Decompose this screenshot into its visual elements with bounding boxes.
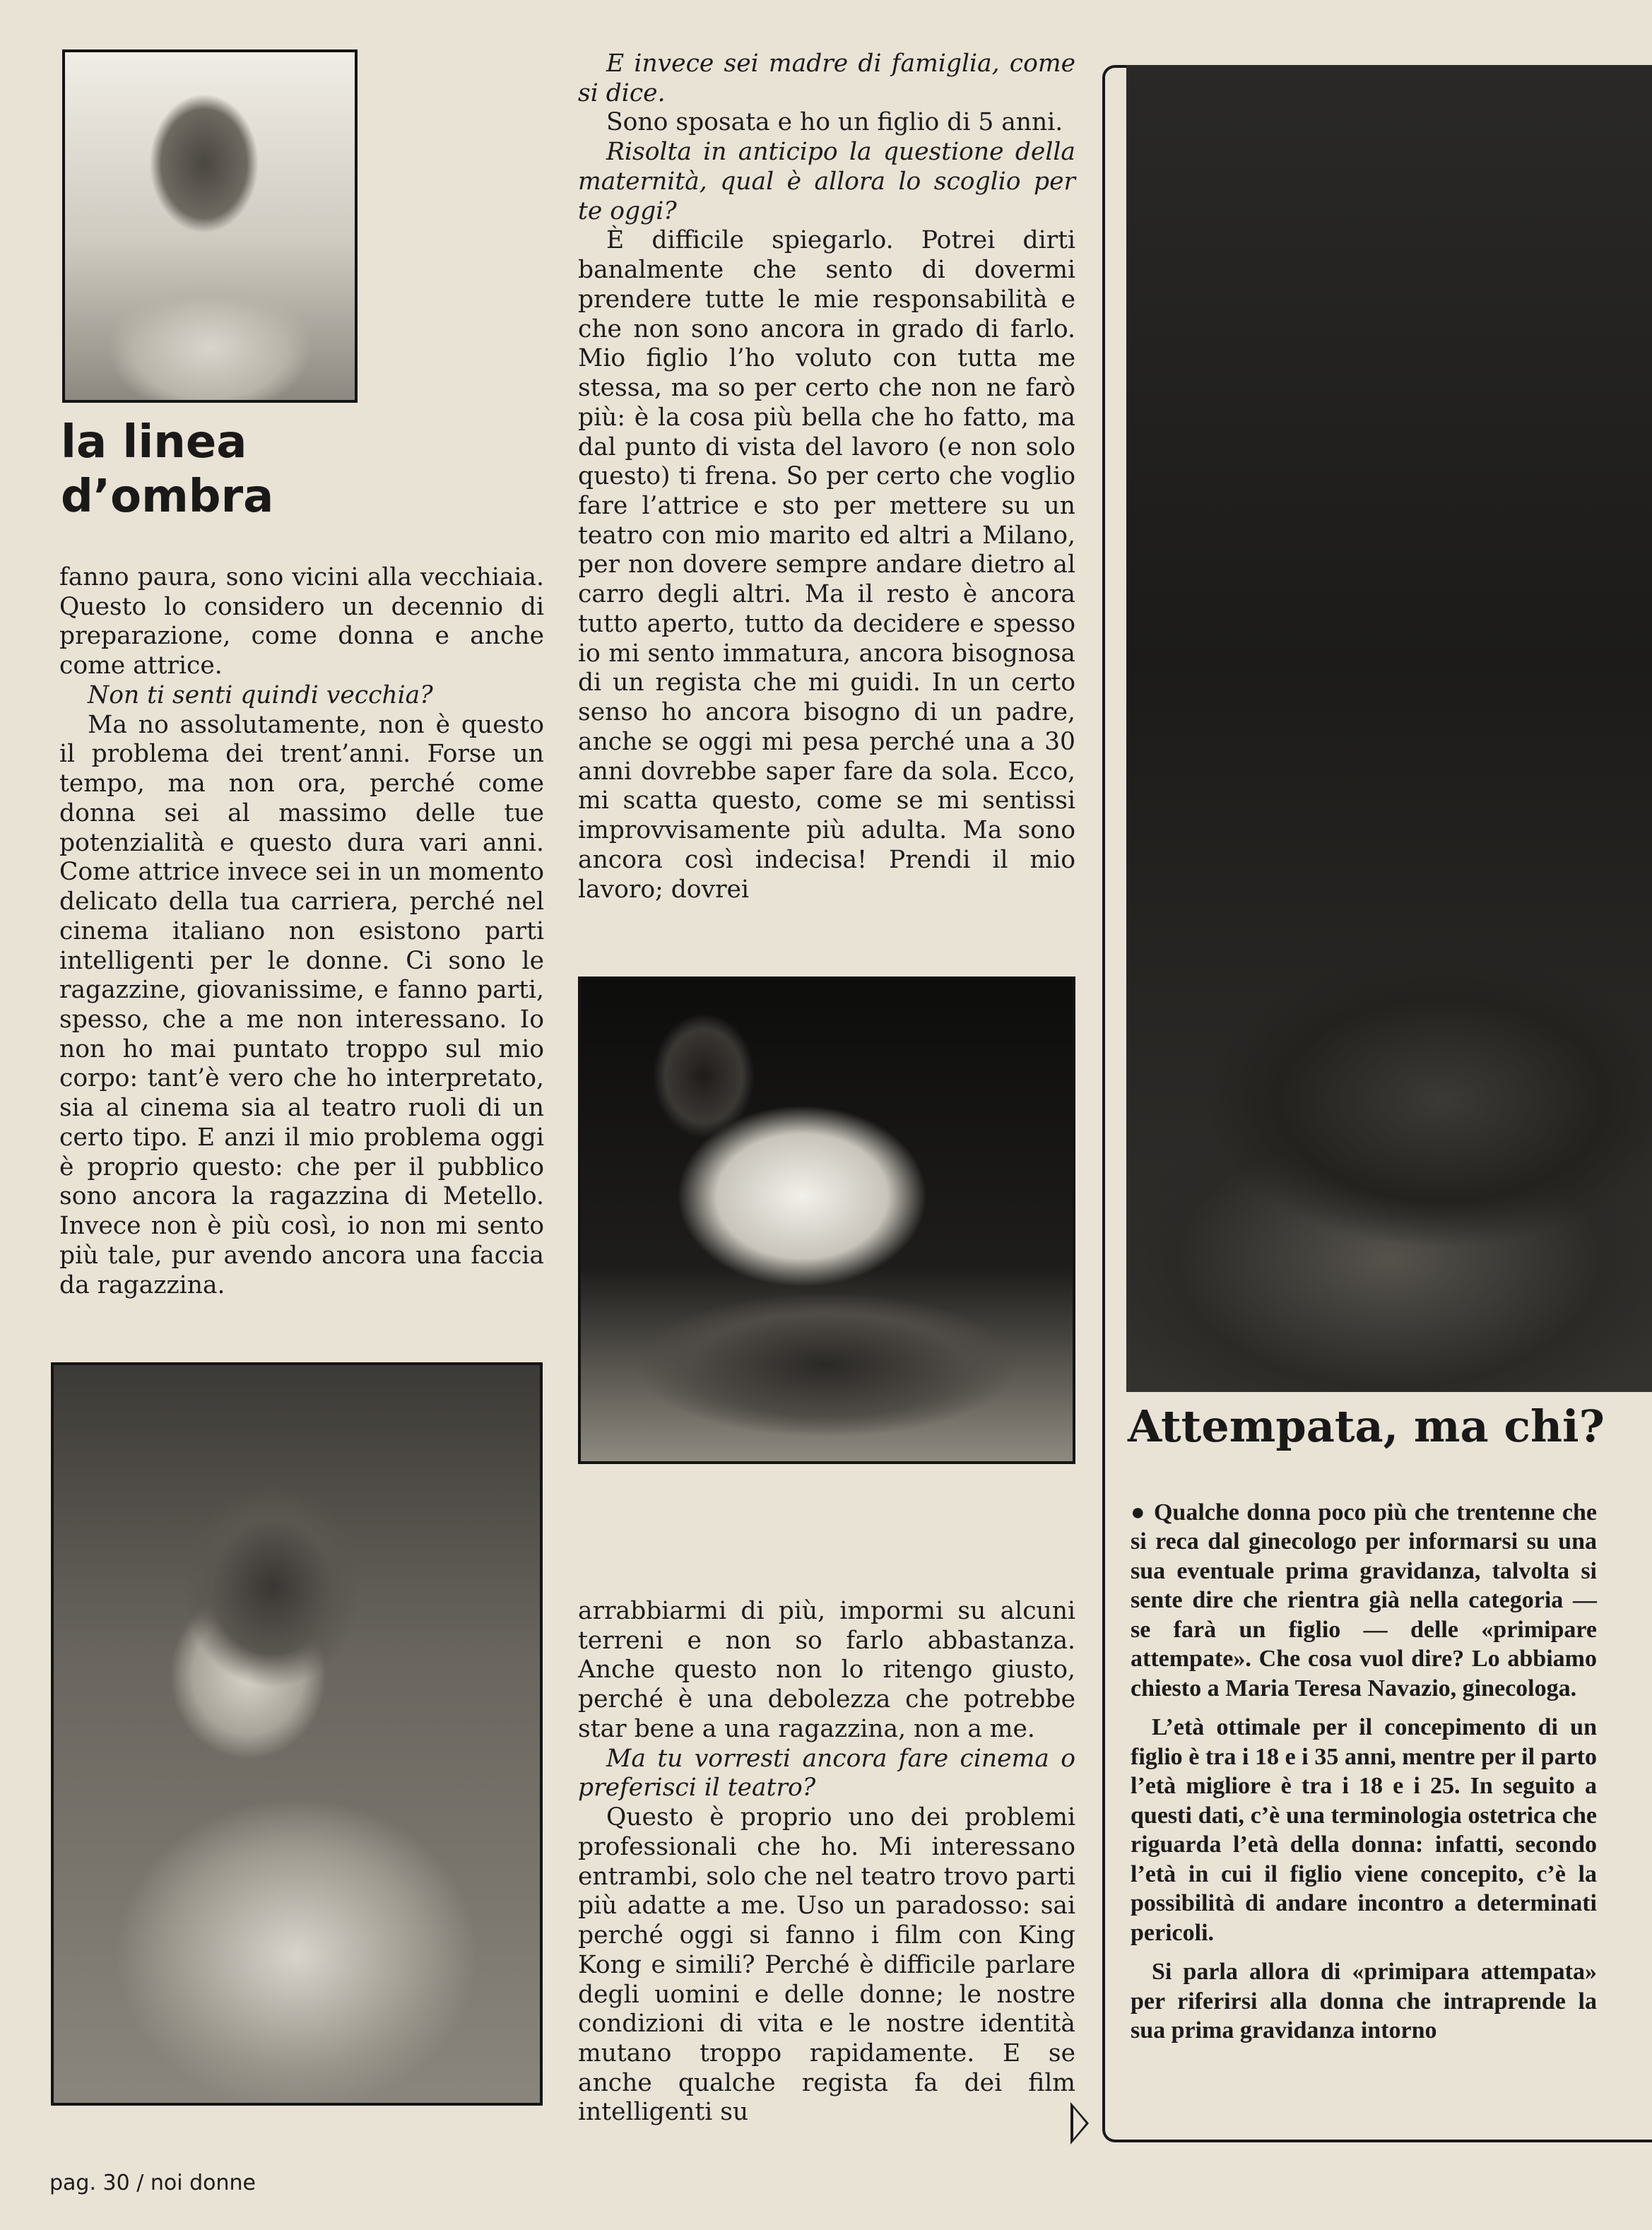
page-footer: pag. 30 / noi donne [49,2171,256,2195]
sidebar-box-text [1131,1498,1597,2055]
headline-line-1: la linea [61,416,247,468]
article-headline [61,415,273,524]
col2-question: E invece sei madre di famiglia, come si dice. [578,49,1075,107]
sidebar-lead: ● Qualche donna poco più che trentenne che si reca dal ginecologo per informarsi su una sua eventuale prima gravidanza, talvolta si sente dire che rientra già nella categoria — se farà un figlio — delle «primipare attempate». Che cosa vuol dire? Lo abbiamo chiesto a Maria Teresa Navazio, ginecologa. [1131,1499,1597,1701]
col2-paragraph: È difficile spiegarlo. Potrei dirti banalmente che sento di dovermi prendere tutte le mie responsabilità e che non sono ancora in grado di farlo. Mio figlio l’ho voluto con tutta me stessa, ma so per certo che non ne farò più: è la cosa più bella che ho fatto, ma dal punto di vista del lavoro (e non solo questo) ti frena. So per certo che voglio fare l’attrice e sto per mettere su un teatro con mio marito ed altri a Milano, per non dovere sempre andare dietro al carro degli altri. Ma il resto è ancora tutto aperto, tutto da decidere e spesso io mi sento immatura, ancora bisognosa di un regista che mi guidi. In un certo senso ho ancora bisogno di un padre, anche se oggi mi pesa perché una a 30 anni dovrebbe saper fare da sola. Ecco, mi scatta questo, come se mi sentissi improvvisamente più adulta. Ma sono ancora così indecisa! Prendi il mio lavoro; dovrei [578,226,1075,904]
boy-photo [51,1362,543,2106]
bed-photo [1126,65,1652,1392]
col2-question: Risolta in anticipo la questione della maternità, qual è allora lo scoglio per te oggi? [578,138,1075,225]
column-1-text [59,563,544,1300]
column-2-top-text [578,49,1075,904]
continue-arrow-icon [1070,2102,1089,2145]
portrait-photo [62,49,358,403]
col2b-question: Ma tu vorresti ancora fare cinema o preferisci il teatro? [578,1744,1075,1803]
headline-line-2: d’ombra [61,470,274,523]
col1-question: Non ti senti quindi vecchia? [88,680,433,709]
column-2-bottom-text [578,1597,1075,2128]
col1-paragraph: fanno paura, sono vicini alla vecchiaia. Questo lo considero un decennio di preparazione, come donna e anche come attrice. [59,563,544,680]
col2-paragraph: Sono sposata e ho un figlio di 5 anni. [606,108,1063,137]
sidebar-box-title: Attempata, ma chi? [1128,1400,1605,1452]
col1-paragraph: Ma no assolutamente, non è questo il problema dei trent’anni. Forse un tempo, ma non ora, perché come donna sei al massimo delle tue potenzialità e questo dura vari anni. Come attrice invece sei in un momento delicato della tua carriera, perché nel cinema italiano non esistono parti intelligenti per le donne. Ci sono le ragazzine, giovanissime, e fanno parti, spesso, che a me non interessano. Io non ho mai puntato troppo sul mio corpo: tant’è vero che ho interpretato, sia al cinema sia al teatro ruoli di un certo tipo. E anzi il mio problema oggi è proprio questo: che per il pubblico sono ancora la ragazzina di Metello. Invece non è più così, io non mi sento più tale, pur avendo ancora una faccia da ragazzina. [59,710,544,1299]
col2b-paragraph: arrabbiarmi di più, impormi su alcuni terreni e non so farlo abbastanza. Anche questo non lo ritengo giusto, perché è una debolezza che potrebbe star bene a una ragazzina, non a me. [578,1597,1075,1743]
sidebar-paragraph: L’età ottimale per il concepimento di un figlio è tra i 18 e i 35 anni, mentre per il parto l’età migliore è tra i 18 e i 25. In seguito a questi dati, c’è una terminologia ostetrica che riguarda l’età della donna: infatti, secondo l’età in cui il figlio viene concepito, c’è la possibilità di andare incontro a determinati pericoli. [1131,1714,1597,1946]
actress-photo [578,977,1075,1464]
sidebar-paragraph: Si parla allora di «primipara attempata» per riferirsi alla donna che intraprende la sua prima gravidanza intorno [1131,1959,1597,2043]
col2b-paragraph: Questo è proprio uno dei problemi professionali che ho. Mi interessano entrambi, solo che nel teatro trovo parti più adatte a me. Uso un paradosso: sai perché oggi si fanno i film con King Kong e simili? Perché è difficile parlare degli uomini e delle donne; le nostre condizioni di vita e le nostre identità mutano troppo rapidamente. E se anche qualche regista fa dei film intelligenti su [578,1803,1075,2127]
